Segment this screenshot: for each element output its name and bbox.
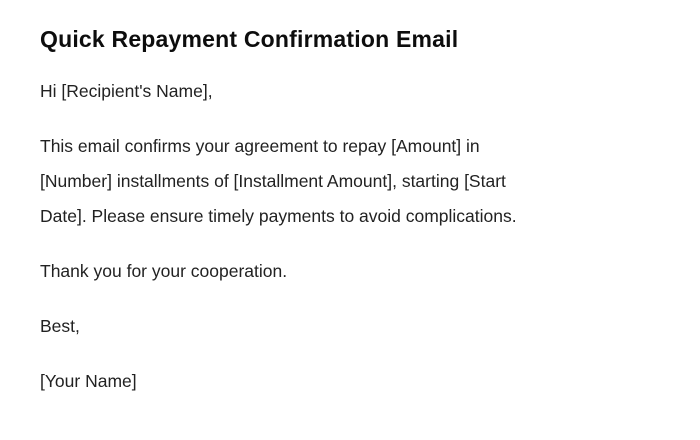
greeting-paragraph: Hi [Recipient's Name], (40, 81, 213, 101)
signature-paragraph: [Your Name] (40, 371, 137, 391)
thanks-paragraph: Thank you for your cooperation. (40, 261, 288, 281)
body-line-3: Date]. Please ensure timely payments to avoid complications. (40, 206, 517, 226)
body-line-1: This email confirms your agreement to repay [Amount] in (40, 136, 480, 156)
signoff-paragraph: Best, (40, 316, 80, 336)
body-line-2: [Number] installments of [Installment Amount], starting [Start (40, 171, 506, 191)
body-paragraph (40, 129, 660, 234)
page-title: Quick Repayment Confirmation Email (40, 26, 459, 52)
